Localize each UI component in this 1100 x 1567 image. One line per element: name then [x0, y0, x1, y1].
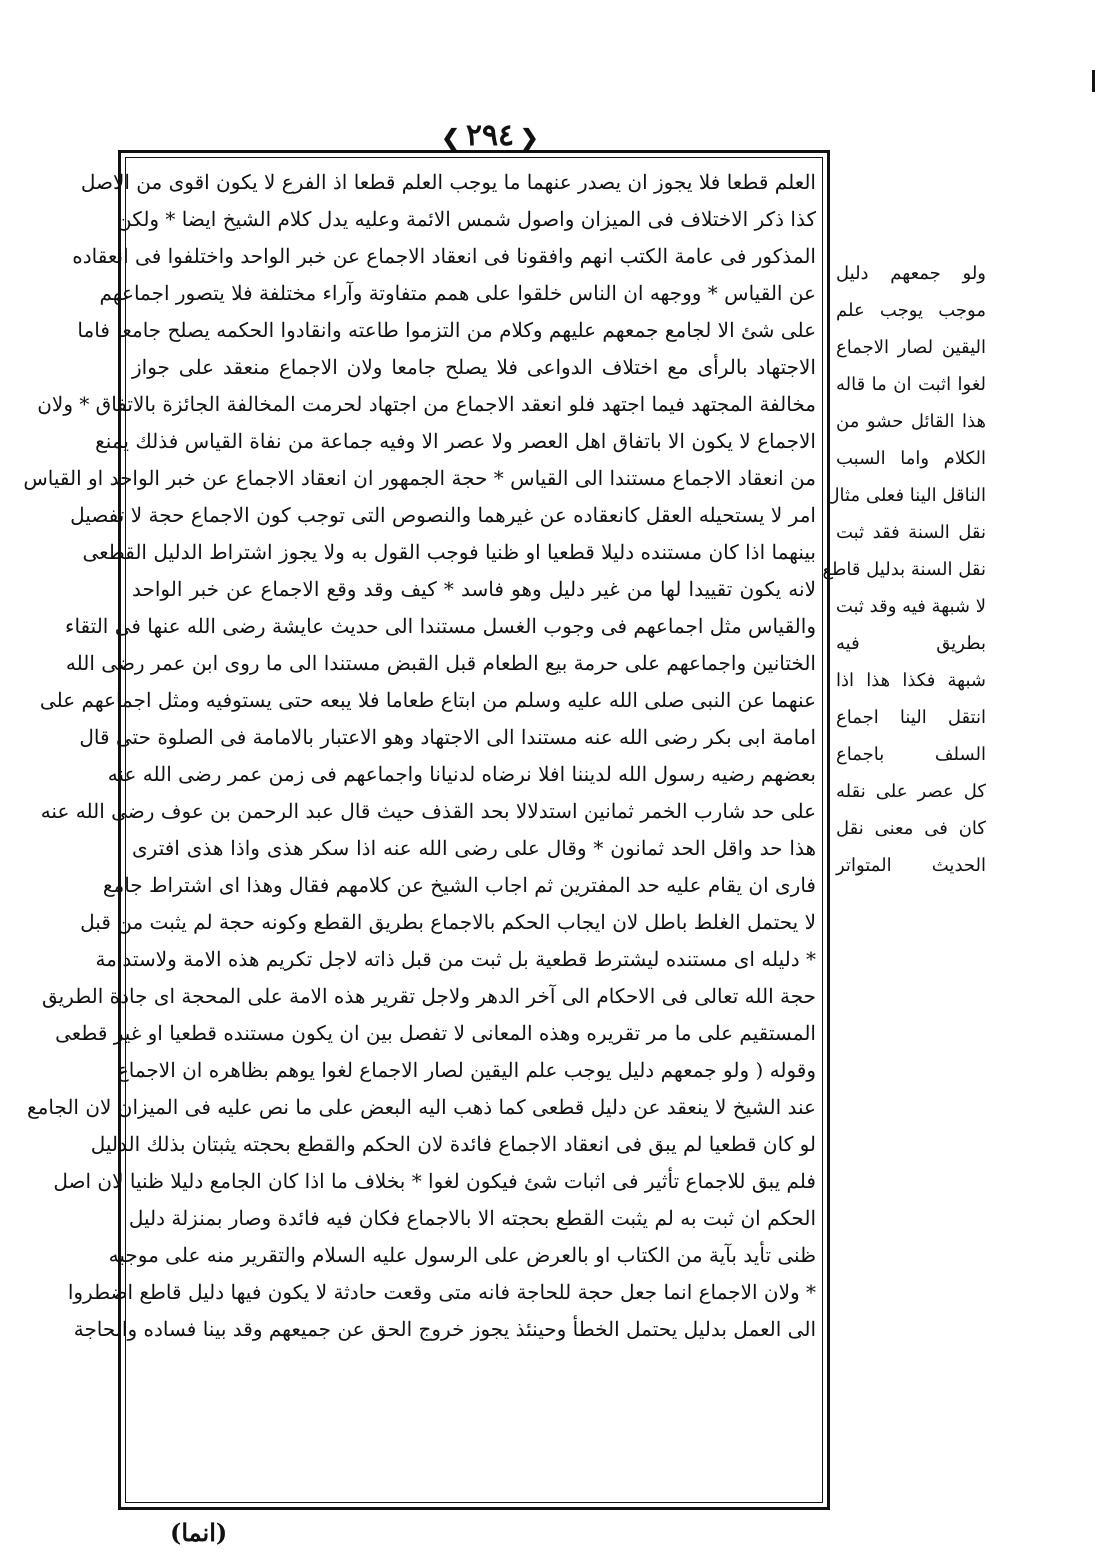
ornament-left-icon: ❮	[520, 125, 539, 151]
margin-line: موجب يوجب علم	[836, 300, 986, 321]
text-line: المستقيم على ما مر تقريره وهذه المعانى لا تفصل بين ان يكون مستنده قطعيا او غير قطعى	[55, 1021, 816, 1045]
scan-edge-mark	[1092, 70, 1095, 92]
text-line: المذكور فى عامة الكتب انهم وافقونا فى انعقاد الاجماع عن خبر الواحد واختلفوا فى انعقاده	[72, 244, 816, 268]
text-line: والقياس مثل اجماعهم فى وجوب الغسل مستندا الى حديث عايشة رضى الله عنها فى التقاء	[65, 614, 816, 638]
text-line: عن القياس * ووجهه ان الناس خلقوا على همم متفاوتة وآراء مختلفة فلا يتصور اجماعهم	[99, 281, 816, 305]
text-line: من انعقاد الاجماع مستندا الى القياس * حجة الجمهور ان انعقاد الاجماع عن خبر الواحد او القياس	[23, 466, 816, 490]
margin-line: كان فى معنى نقل	[836, 818, 986, 839]
margin-line: نقل السنة بدليل قاطع	[822, 559, 986, 580]
margin-line: بطريق فيه	[836, 633, 986, 654]
margin-line: السلف باجماع	[836, 744, 986, 765]
margin-line: شبهة فكذا هذا اذا	[836, 670, 986, 691]
text-line: وقوله ( ولو جمعهم دليل يوجب علم اليقين لصار الاجماع لغوا يوهم بظاهره ان الاجماع	[116, 1058, 816, 1082]
ornament-right-icon: ❯	[441, 125, 460, 151]
page-number	[430, 118, 550, 153]
margin-line: هذا القائل حشو من	[836, 411, 986, 432]
text-line: عند الشيخ لا ينعقد عن دليل قطعى كما ذهب اليه البعض على ما نص عليه فى الميزان لان الجامع	[26, 1095, 816, 1119]
text-line: بعضهم رضيه رسول الله لديننا افلا نرضاه لدنيانا واجماعهم فى زمن عمر رضى الله عنه	[107, 762, 816, 786]
text-line: فلم يبق للاجماع تأثير فى اثبات شئ فيكون لغوا * بخلاف ما اذا كان الجامع دليلا ظنيا لان اصل	[53, 1169, 816, 1193]
text-line: بينهما اذا كان مستنده دليلا قطعيا او ظنيا فوجب القول به ولا يجوز اشتراط الدليل القطعى	[82, 540, 816, 564]
margin-note	[822, 255, 986, 884]
text-line: لا يحتمل الغلط باطل لان ايجاب الحكم بالاجماع بطريق القطع وكونه حجة لم يثبت من قبل	[80, 910, 816, 934]
text-line: لو كان قطعيا لم يبق فى انعقاد الاجماع فائدة لان الحكم والقطع بحجته يثبتان بذلك الدليل	[90, 1132, 816, 1156]
text-line: حجة الله تعالى فى الاحكام الى آخر الدهر ولاجل تقرير هذه الامة على المحجة اى جادة الطريق	[41, 984, 816, 1008]
text-line: عنهما عن النبى صلى الله عليه وسلم من ابتاع طعاما فلا يبعه حتى يستوفيه ومثل اجماعهم على	[39, 688, 816, 712]
text-line: الختانين واجماعهم على حرمة بيع الطعام قبل القبض مستندا الى ما روى ابن عمر رضى الله	[65, 651, 816, 675]
page-number-text: ٢٩٤	[465, 118, 515, 153]
text-line: لانه يكون تقييدا لها من غير دليل وهو فاسد * كيف وقد وقع الاجماع عن خبر الواحد	[132, 577, 816, 601]
text-line: الاجتهاد بالرأى مع اختلاف الدواعى فلا يصلح جامعا ولان الاجماع منعقد على جواز	[132, 355, 816, 379]
margin-line: كل عصر على نقله	[836, 781, 986, 802]
text-line: هذا حد واقل الحد ثمانون * وقال على رضى الله عنه اذا سكر هذى واذا هذى افترى	[132, 836, 816, 860]
text-line: على شئ الا لجامع جمعهم عليهم وكلام من التزموا طاعته وانقادوا الحكمه يصلح جامعا فاما	[77, 318, 816, 342]
text-line: الاجماع لا يكون الا باتفاق اهل العصر ولا عصر الا وفيه جماعة من نفاة القياس فذلك يمنع	[95, 429, 816, 453]
margin-line: الكلام واما السبب	[836, 448, 986, 469]
catchword: (انما)	[170, 1518, 228, 1547]
text-line: ظنى تأيد بآية من الكتاب او بالعرض على الرسول عليه السلام والتقرير منه على موجبه	[108, 1243, 816, 1267]
text-line: العلم قطعا فلا يجوز ان يصدر عنهما ما يوجب العلم قطعا اذ الفرع لا يكون اقوى من الاصل	[80, 170, 816, 194]
text-line: الحكم ان ثبت به لم يثبت القطع بحجته الا بالاجماع فكان فيه فائدة وصار بمنزلة دليل	[128, 1206, 816, 1230]
text-line: مخالفة المجتهد فيما اجتهد فلو انعقد الاجماع من اجتهاد لحرمت المخالفة الجائزة بالاتفاق * ولان	[37, 392, 816, 416]
text-line: * ولان الاجماع انما جعل حجة للحاجة فانه متى وقعت حادثة لا يكون فيها دليل قاطع اضطروا	[67, 1280, 816, 1304]
margin-line: ولو جمعهم دليل	[836, 263, 986, 284]
margin-line: لغوا اثبت ان ما قاله	[836, 374, 986, 395]
margin-line: اليقين لصار الاجماع	[836, 337, 986, 358]
text-line: امر لا يستحيله العقل كانعقاده عن غيرهما والنصوص التى توجب كون الاجماع حجة لا تفصيل	[70, 503, 816, 527]
text-line: فارى ان يقام عليه حد المفترين ثم اجاب الشيخ عن كلامهم فقال وهذا اى اشتراط جامع	[102, 873, 816, 897]
text-line: الى العمل بدليل يحتمل الخطأ وحينئذ يجوز خروج الحق عن جميعهم وقد بينا فساده والحاجة	[73, 1317, 816, 1341]
margin-line: نقل السنة فقد ثبت	[836, 522, 986, 543]
main-text-block	[23, 164, 816, 1500]
margin-line: الحديث المتواتر	[836, 855, 986, 876]
text-line: كذا ذكر الاختلاف فى الميزان واصول شمس الائمة وعليه يدل كلام الشيخ ايضا * ولكن	[117, 207, 816, 231]
text-line: على حد شارب الخمر ثمانين استدلالا بحد القذف حيث قال عبد الرحمن بن عوف رضى الله عنه	[40, 799, 816, 823]
margin-line: لا شبهة فيه وقد ثبت	[835, 596, 986, 617]
text-line: امامة ابى بكر رضى الله عنه مستندا الى الاجتهاد وهو الاعتبار بالامامة فى الصلوة حتى قال	[79, 725, 816, 749]
margin-line: الناقل الينا فعلى مثال	[826, 485, 986, 506]
margin-line: انتقل الينا اجماع	[836, 707, 986, 728]
text-line: * دليله اى مستنده ليشترط قطعية بل ثبت من قبل ذاته لاجل تكريم هذه الامة ولاستدامة	[95, 947, 816, 971]
